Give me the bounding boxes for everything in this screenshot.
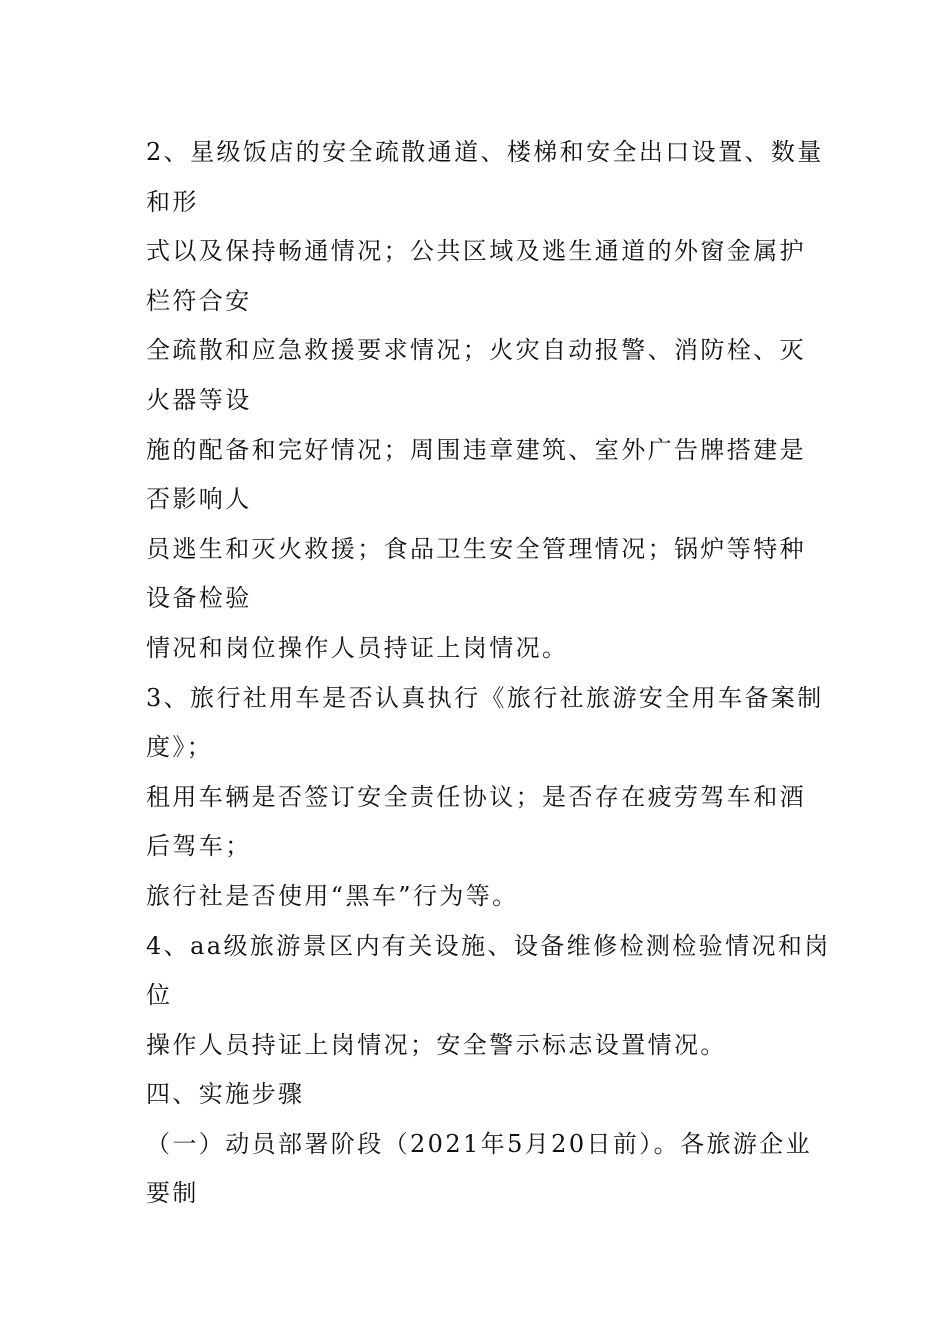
document-body <box>146 128 831 1219</box>
text-line: 四、实施步骤 <box>146 1080 305 1109</box>
text-line: 员逃生和灭火救援；食品卫生安全管理情况；锅炉等特种 <box>146 534 806 563</box>
text-line: 旅行社是否使用“黑车”行为等。 <box>146 881 519 910</box>
text-line: 3、旅行社用车是否认真执行《旅行社旅游安全用车备案制 <box>146 683 824 712</box>
text-line: 4、aa级旅游景区内有关设施、设备维修检测检验情况和岗 <box>146 931 831 960</box>
text-line: 位 <box>146 981 173 1010</box>
text-line: 施的配备和完好情况；周围违章建筑、室外广告牌搭建是 <box>146 435 806 464</box>
text-line: 要制 <box>146 1179 199 1208</box>
text-line: 后驾车； <box>146 832 252 861</box>
text-line: 设备检验 <box>146 584 252 613</box>
text-line: 否影响人 <box>146 485 252 514</box>
text-line: （一）动员部署阶段（2021年5月20日前）。各旅游企业 <box>146 1129 813 1158</box>
text-line: 租用车辆是否签订安全责任协议；是否存在疲劳驾车和酒 <box>146 782 806 811</box>
text-line: 度》； <box>146 733 214 762</box>
text-line: 操作人员持证上岗情况；安全警示标志设置情况。 <box>146 1030 727 1059</box>
text-line: 栏符合安 <box>146 286 252 315</box>
text-line: 2、星级饭店的安全疏散通道、楼梯和安全出口设置、数量 <box>146 138 824 166</box>
text-line: 全疏散和应急救援要求情况；火灾自动报警、消防栓、灭 <box>146 336 806 365</box>
text-line: 式以及保持畅通情况；公共区域及逃生通道的外窗金属护 <box>146 237 806 266</box>
text-line: 和形 <box>146 187 199 216</box>
text-line: 情况和岗位操作人员持证上岗情况。 <box>146 633 569 662</box>
text-line: 火器等设 <box>146 385 252 414</box>
